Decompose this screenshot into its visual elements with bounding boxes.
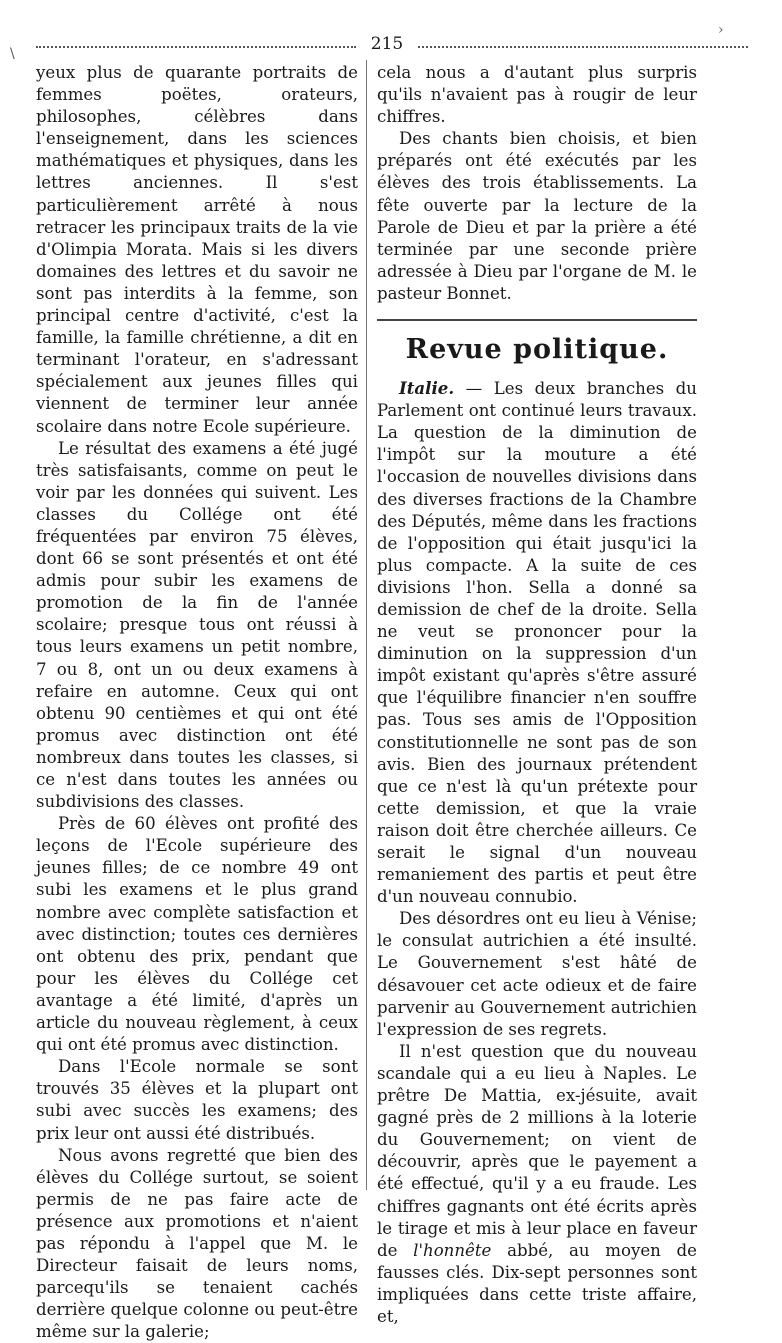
paragraph: Près de 60 élèves ont profité des leçons de l'Ecole supérieure des jeunes filles; de ce nombre 49 ont subi les examens et le plus grand nombre avec complète satisfaction et avec distinction; toutes ces dernières ont obtenu des prix, pendant que pour les élèves du Collége cet avantage a été limité, d'après un article du nouveau règlement, à ceux qui ont été promus avec distinction.	[36, 814, 358, 1055]
paragraph: Des chants bien choisis, et bien préparés ont été exécutés par les élèves des trois établissements. La fête ouverte par la lecture de la Parole de Dieu et par la prière a été terminée par une seconde prière adressée à Dieu par l'organe de M. le pasteur Bonnet.	[377, 129, 697, 303]
margin-mark: ›	[718, 22, 724, 38]
paragraph-italie	[377, 377, 697, 908]
paragraph: cela nous a d'autant plus surpris qu'ils n'avaient pas à rougir de leur chiffres.	[377, 63, 697, 127]
paragraph-text: — Les deux branches du Parlement ont continué leurs travaux. La question de la diminution de l'impôt sur la mouture a été l'occasion de nouvelles divisions dans des diverses fractions de la Chambre des Députés, même dans les fractions de l'opposition qui était jusqu'ici la plus compacte. A la suite de ces divisions l'hon. Sella a donné sa demission de chef de la droite. Sella ne veut se prononcer pour la diminution on la suppression d'un impôt existant qu'après s'être assuré que l'équilibre financier n'en souffre pas. Tous ses amis de l'Opposition constitutionnelle ne sont pas de son avis. Bien des journaux prétendent que ce n'est là qu'un prétexte pour cette demission, et que la vraie raison doit être cherchée ailleurs. Ce serait le signal d'un nouveau remaniement des partis et peut être d'un nouveau connubio.	[377, 379, 697, 907]
header-rule-right	[418, 46, 748, 48]
section-title: Revue politique.	[405, 334, 669, 366]
margin-mark: \	[10, 46, 15, 62]
italic-word: l'honnête	[413, 1240, 492, 1260]
paragraph: Le résultat des examens a été jugé très satisfaisants, comme on peut le voir par les données qui suivent. Les classes du Collége ont été fréquentées par environ 75 élèves, dont 66 se sont présentés et ont été admis pour subir les examens de promotion de la fin de l'année scolaire; presque tous ont réussi à tous leurs examens un petit nombre, 7 ou 8, ont un ou deux examens à refaire en automne. Ceux qui ont obtenu 90 centièmes et qui ont été promus avec distinction ont été nombreux dans toutes les classes, si ce n'est dans toutes les années ou subdivisions des classes.	[36, 438, 358, 812]
left-column	[36, 62, 358, 1343]
paragraph: Dans l'Ecole normale se sont trouvés 35 élèves et la plupart ont subi avec succès les examens; des prix leur ont aussi été distribués.	[36, 1057, 358, 1143]
section-rule	[377, 319, 697, 321]
paragraph: yeux plus de quarante portraits de femmes poëtes, orateurs, philosophes, célèbres dans l'enseignement, dans les sciences mathématiques et physiques, dans les lettres anciennes. Il s'est particulièrement arrêté à nous retracer les principaux traits de la vie d'Olimpia Morata. Mais si les divers domaines des lettres et du savoir ne sont pas interdits à la femme, son principal centre d'activité, c'est la famille, la famille chrétienne, a dit en terminant l'orateur, en s'adressant spécialement aux jeunes filles qui viennent de terminer leur année scolaire dans notre Ecole supérieure.	[36, 63, 358, 436]
paragraph-text: abbé, au moyen de fausses clés. Dix-sept personnes sont impliquées dans cette triste affaire, et,	[377, 1240, 697, 1326]
header-rule-left	[36, 46, 356, 48]
paragraph: Des désordres ont eu lieu à Vénise; le consulat autrichien a été insulté. Le Gouvernement s'est hâté de désavouer cet acte odieux et de faire parvenir au Gouvernement autrichien l'expression de ses regrets.	[377, 909, 697, 1039]
column-divider	[366, 60, 367, 1190]
paragraph-text: Il n'est question que du nouveau scandale qui a eu lieu à Naples. Le prêtre De Mattia, ex-jésuite, avait gagné près de 2 millions à la loterie du Gouvernement; on vient de découvrir, après que le payement a été effectué, qu'il y a eu fraude. Les chiffres gagnants ont été écrits après le tirage et mis à leur place en faveur de	[377, 1041, 697, 1260]
right-column	[377, 62, 697, 1328]
paragraph-naples	[377, 1041, 697, 1328]
paragraph: Nous avons regretté que bien des élèves du Collége surtout, se soient permis de ne pas faire acte de présence aux promotions et n'aient pas répondu à l'appel que M. le Directeur faisait de leurs noms, parcequ'ils se tenaient cachés derrière quelque colonne ou peut-être même sur la galerie;	[36, 1145, 358, 1342]
page-header	[36, 34, 748, 56]
country-lead: Italie.	[399, 378, 455, 399]
page-number: 215	[370, 34, 404, 54]
